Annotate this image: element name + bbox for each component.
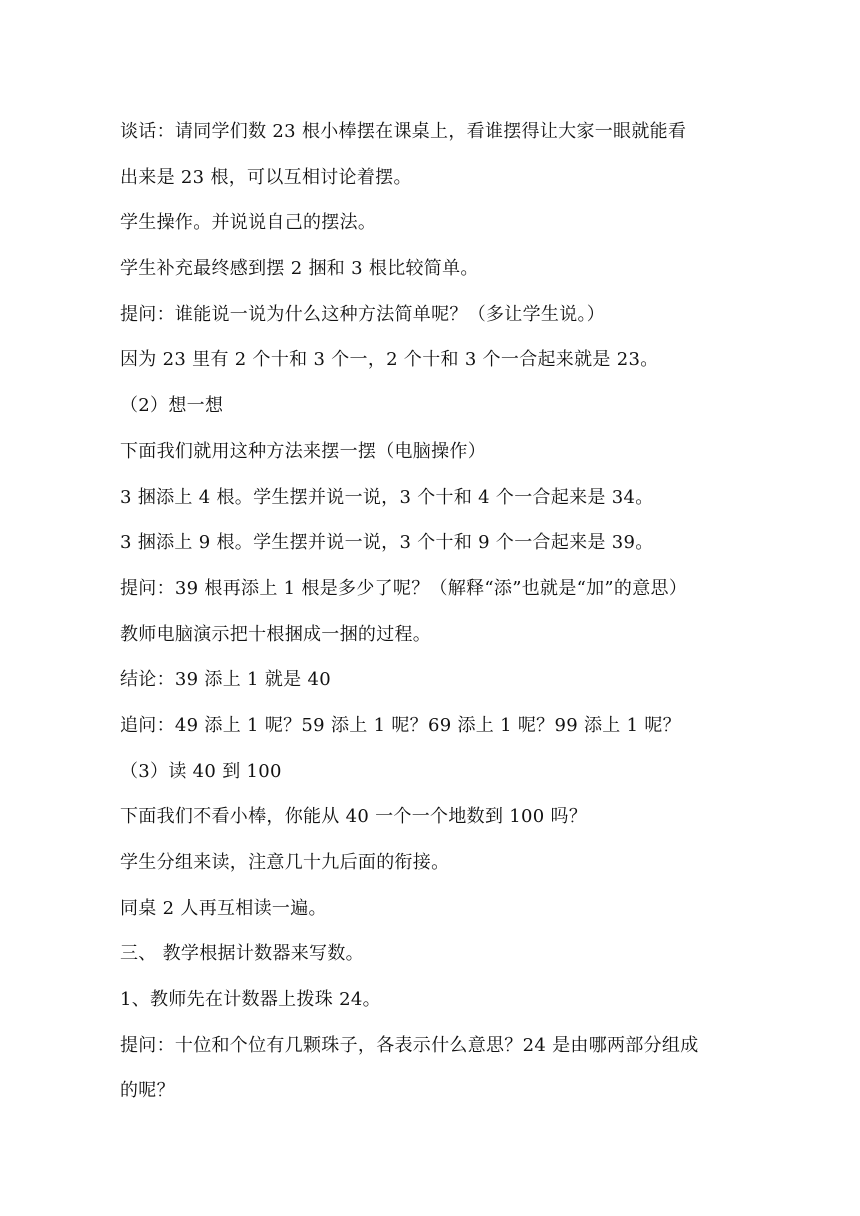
text-line: 下面我们不看小棒，你能从 40 一个一个地数到 100 吗？ <box>120 806 588 828</box>
text-line: 学生补充最终感到摆 2 捆和 3 根比较简单。 <box>120 258 479 280</box>
text-line: 1、教师先在计数器上拨珠 24。 <box>120 989 381 1011</box>
text-line: 的呢？ <box>120 1080 175 1102</box>
text-line: 3 捆添上 4 根。学生摆并说一说，3 个十和 4 个一合起来是 34。 <box>120 486 654 508</box>
document-body <box>120 109 760 1114</box>
text-line: 谈话：请同学们数 23 根小棒摆在课桌上，看谁摆得让大家一眼就能看 <box>120 121 687 142</box>
section-heading: 三、 教学根据计数器来写数。 <box>120 943 364 965</box>
text-line: 教师电脑演示把十根捆成一捆的过程。 <box>120 623 432 645</box>
section-heading: （2）想一想 <box>120 395 224 417</box>
text-line: 提问：39 根再添上 1 根是多少了呢？（解释“添”也就是“加”的意思） <box>120 577 688 599</box>
text-line: 学生分组来读，注意几十九后面的衔接。 <box>120 852 450 873</box>
text-line: 下面我们就用这种方法来摆一摆（电脑操作） <box>120 440 486 462</box>
text-line: 3 捆添上 9 根。学生摆并说一说，3 个十和 9 个一合起来是 39。 <box>120 532 654 554</box>
text-line: 因为 23 里有 2 个十和 3 个一，2 个十和 3 个一合起来就是 23。 <box>120 349 659 371</box>
text-line: 同桌 2 人再互相读一遍。 <box>120 897 327 919</box>
text-line: 出来是 23 根，可以互相讨论着摆。 <box>120 166 412 188</box>
text-line: 提问：谁能说一说为什么这种方法简单呢？（多让学生说。） <box>120 303 606 325</box>
text-line: 结论：39 添上 1 就是 40 <box>120 669 331 691</box>
text-line: 追问：49 添上 1 呢？59 添上 1 呢？69 添上 1 呢？99 添上 1 呢？ <box>120 714 681 736</box>
section-heading: （3）读 40 到 100 <box>120 760 282 782</box>
text-line: 提问：十位和个位有几颗珠子，各表示什么意思？24 是由哪两部分组成 <box>120 1034 699 1056</box>
text-line: 学生操作。并说说自己的摆法。 <box>120 212 377 234</box>
